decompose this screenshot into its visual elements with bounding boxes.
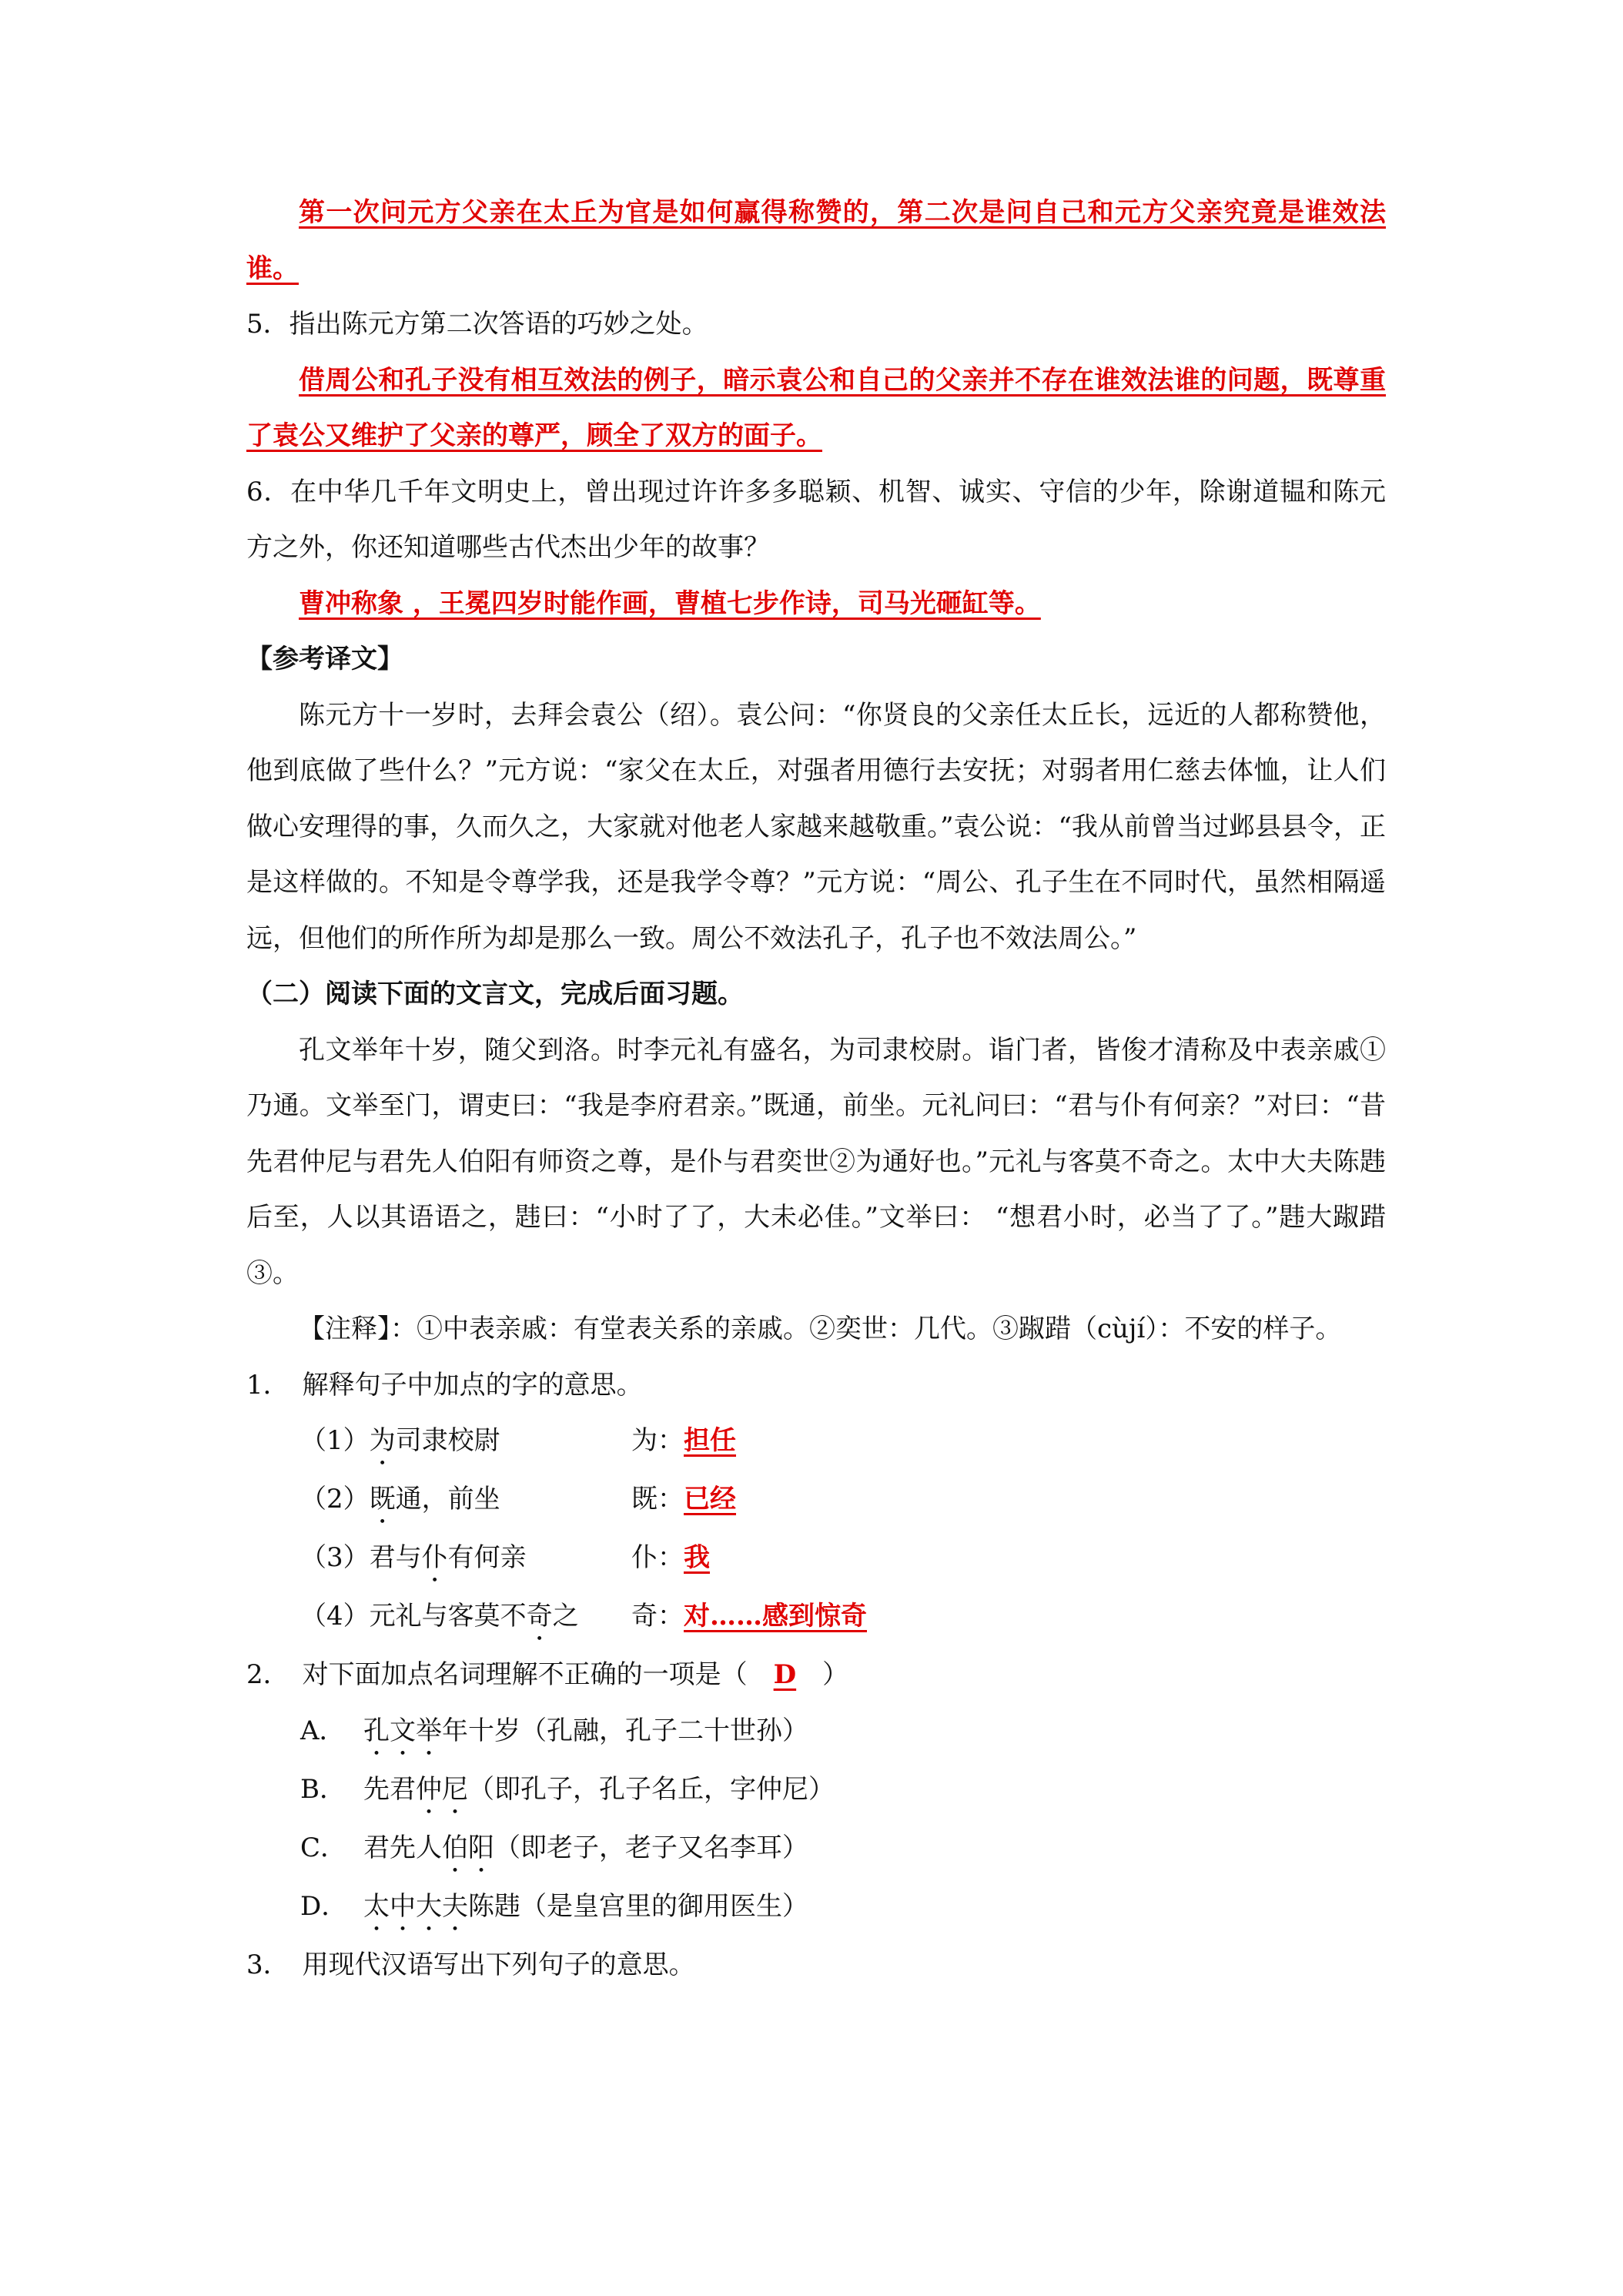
q1-answer-4: 对……感到惊奇 [684,1601,867,1632]
q2-option-b: B． 先君仲尼（即孔子，孔子名丘，字仲尼） [300,1773,835,1805]
answer-q6: 曹冲称象 ，王冕四岁时能作画，曹植七步作诗，司马光砸缸等。 [299,587,1041,619]
q1-item-1: （1）为司隶校尉 为： 担任 [246,1413,1386,1471]
section-2-header: （二）阅读下面的文言文，完成后面习题。 [246,979,744,1009]
passage-notes: 【注释】：①中表亲戚：有堂表关系的亲戚。②奕世：几代。③踧踖（cùjí）：不安的样子。 [299,1314,1342,1344]
q2-answer: D [773,1659,797,1690]
q1-item-3: （3）君与仆有何亲 仆： 我 [246,1530,1386,1588]
q1-answer-3: 我 [684,1542,710,1573]
q1-item-4: （4）元礼与客莫不奇之 奇： 对……感到惊奇 [246,1588,1386,1647]
q1-answer-2: 已经 [684,1484,736,1514]
answer-q4: 第一次问元方父亲在太丘为官是如何赢得称赞的，第二次是问自己和元方父亲究竟是谁效法谁。 [246,197,1386,284]
q1-item-2: （2）既通，前坐 既： 已经 [246,1471,1386,1530]
q2-option-a: A． 孔文举年十岁（孔融，孔子二十世孙） [300,1715,808,1746]
question-1: 1． 解释句子中加点的字的意思。 [246,1369,643,1401]
classical-passage: 孔文举年十岁，随父到洛。时李元礼有盛名，为司隶校尉。诣门者，皆俊才清称及中表亲戚①乃通。文举至门，谓吏曰：“我是李府君亲。”既通，前坐。元礼问曰：“君与仆有何亲？”对曰：“昔先君仲尼与君先人伯阳有师资之尊，是仆与君奕世②为通好也。”元礼与客莫不奇之。太中大夫陈韪后至，人以其语语之，韪曰：“小时了了，大未必佳。”文举曰： “想君小时，必当了了。”韪大踧踖③。 [246,1034,1386,1289]
answer-q5: 借周公和孔子没有相互效法的例子，暗示袁公和自己的父亲并不存在谁效法谁的问题，既尊重了袁公又维护了父亲的尊严，顾全了双方的面子。 [246,364,1386,451]
question-5: 5．指出陈元方第二次答语的巧妙之处。 [246,309,708,340]
q1-answer-1: 担任 [684,1425,736,1456]
question-6: 6．在中华几千年文明史上，曾出现过许许多多聪颖、机智、诚实、守信的少年，除谢道韫和陈元方之外，你还知道哪些古代杰出少年的故事？ [246,476,1386,563]
q2-option-d: D． 太中大夫陈韪（是皇宫里的御用医生） [300,1890,808,1922]
translation-text: 陈元方十一岁时，去拜会袁公（绍）。袁公问：“你贤良的父亲任太丘长，远近的人都称赞他，他到底做了些什么？”元方说：“家父在太丘，对强者用德行去安抚；对弱者用仁慈去体恤，让人们做心安理得的事，久而久之，大家就对他老人家越来越敬重。”袁公说：“我从前曾当过邺县县令，正是这样做的。不知是令尊学我，还是我学令尊？”元方说：“周公、孔子生在不同时代，虽然相隔遥远，但他们的所作所为却是那么一致。周公不效法孔子，孔子也不效法周公。” [246,699,1386,954]
translation-header: 【参考译文】 [246,644,403,674]
document-content [246,185,1386,1993]
question-2: 2． 对下面加点名词理解不正确的一项是（ D ） [246,1659,849,1690]
question-3: 3． 用现代汉语写出下列句子的意思。 [246,1949,695,1980]
q2-option-c: C． 君先人伯阳（即老子，老子又名李耳） [300,1832,808,1863]
